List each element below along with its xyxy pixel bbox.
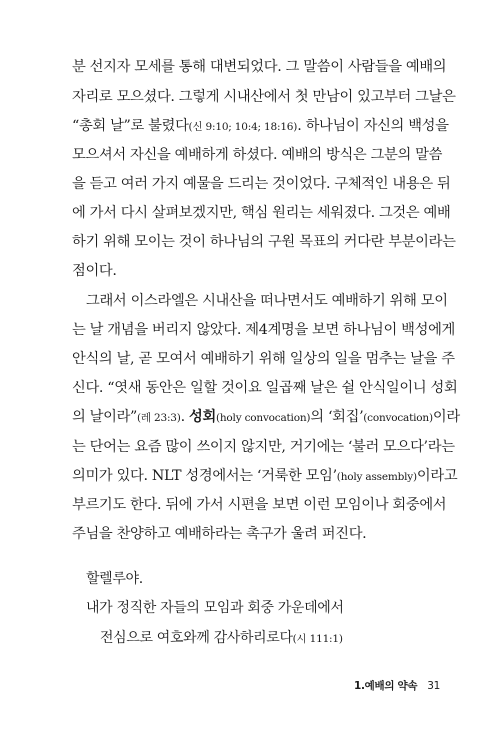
text-line xyxy=(72,58,446,76)
line-text: 의 ‘회집’ xyxy=(310,409,364,425)
line-text: 의미가 있다. NLT 성경에서는 ‘거룩한 모임’ xyxy=(72,468,337,484)
line-text: 는 단어는 요즘 많이 쓰이지 않지만, 거기에는 ‘불러 모으다’라는 xyxy=(72,439,455,455)
text-line xyxy=(72,117,449,136)
line-text: 그래서 이스라엘은 시내산을 떠나면서도 예배하기 위해 모이 xyxy=(86,293,448,309)
text-line xyxy=(72,408,460,427)
line-text: 자리로 모으셨다. 그렇게 시내산에서 첫 만남이 있고부터 그날은 xyxy=(72,89,456,105)
citation-text: (시 111:1) xyxy=(292,633,343,645)
line-text: . 하나님이 자신의 백성을 xyxy=(297,118,449,134)
text-line xyxy=(72,204,450,222)
citation-text: (신 9:10; 10:4; 18:16) xyxy=(188,121,298,133)
line-text: 이라고 xyxy=(416,468,458,484)
line-text: . xyxy=(180,409,190,425)
text-line xyxy=(72,350,455,368)
quote-line xyxy=(86,570,143,588)
citation-text: (레 23:3) xyxy=(137,412,181,424)
line-text: 의 날이라” xyxy=(72,409,137,425)
text-line xyxy=(72,496,446,514)
line-text: 부르기도 한다. 뒤에 가서 시편을 보면 이런 모임이나 회중에서 xyxy=(72,497,447,513)
text-line xyxy=(72,233,456,251)
text-line xyxy=(72,146,442,164)
line-text: 안식의 날, 곧 모여서 예배하기 위해 일상의 일을 멈추는 날을 주 xyxy=(72,351,455,367)
citation-text: (holy assembly) xyxy=(336,471,417,483)
citation-text: (convocation) xyxy=(363,412,433,424)
line-text: 하기 위해 모이는 것이 하나님의 구원 목표의 커다란 부분이라는 xyxy=(72,234,456,250)
quote-line xyxy=(100,629,343,648)
line-text: 에 가서 다시 살펴보겠지만, 핵심 원리는 세워졌다. 그것은 예배 xyxy=(72,205,451,221)
page-footer xyxy=(354,679,440,693)
line-text: 분 선지자 모세를 통해 대변되었다. 그 말씀이 사람들을 예배의 xyxy=(72,59,447,75)
quote-line xyxy=(86,599,344,617)
emphasis-text: 성회 xyxy=(189,409,216,425)
text-line xyxy=(72,438,455,456)
running-head: 1.예배의 약속 xyxy=(353,680,418,692)
line-text: “총회 날”로 불렸다 xyxy=(72,118,189,134)
line-text: 주님을 찬양하고 예배하라는 촉구가 울려 퍼진다. xyxy=(72,526,367,542)
text-line xyxy=(72,467,457,486)
text-line xyxy=(72,379,457,397)
line-text: 는 날 개념을 버리지 않았다. 제4계명을 보면 하나님이 백성에게 xyxy=(72,322,456,338)
line-text: 전심으로 여호와께 감사하리로다 xyxy=(100,630,293,646)
citation-text: (holy convocation) xyxy=(215,412,311,424)
line-text: 내가 정직한 자들의 모임과 회중 가운데에서 xyxy=(86,600,344,616)
line-text: 모으셔서 자신을 예배하게 하셨다. 예배의 방식은 그분의 말씀 xyxy=(72,147,443,163)
text-line xyxy=(86,292,448,310)
line-text: 할렐루야. xyxy=(86,571,143,587)
line-text: 점이다. xyxy=(72,263,117,279)
line-text: 을 듣고 여러 가지 예물을 드리는 것이었다. 구체적인 내용은 뒤 xyxy=(72,176,451,192)
page-number: 31 xyxy=(427,680,440,692)
text-line xyxy=(72,321,455,339)
text-line xyxy=(72,525,366,543)
text-line xyxy=(72,88,456,106)
line-text: 이라 xyxy=(432,409,460,425)
text-line xyxy=(72,262,117,280)
line-text: 신다. “엿새 동안은 일할 것이요 일곱째 날은 쉴 안식일이니 성회 xyxy=(72,380,458,396)
text-line xyxy=(72,175,450,193)
